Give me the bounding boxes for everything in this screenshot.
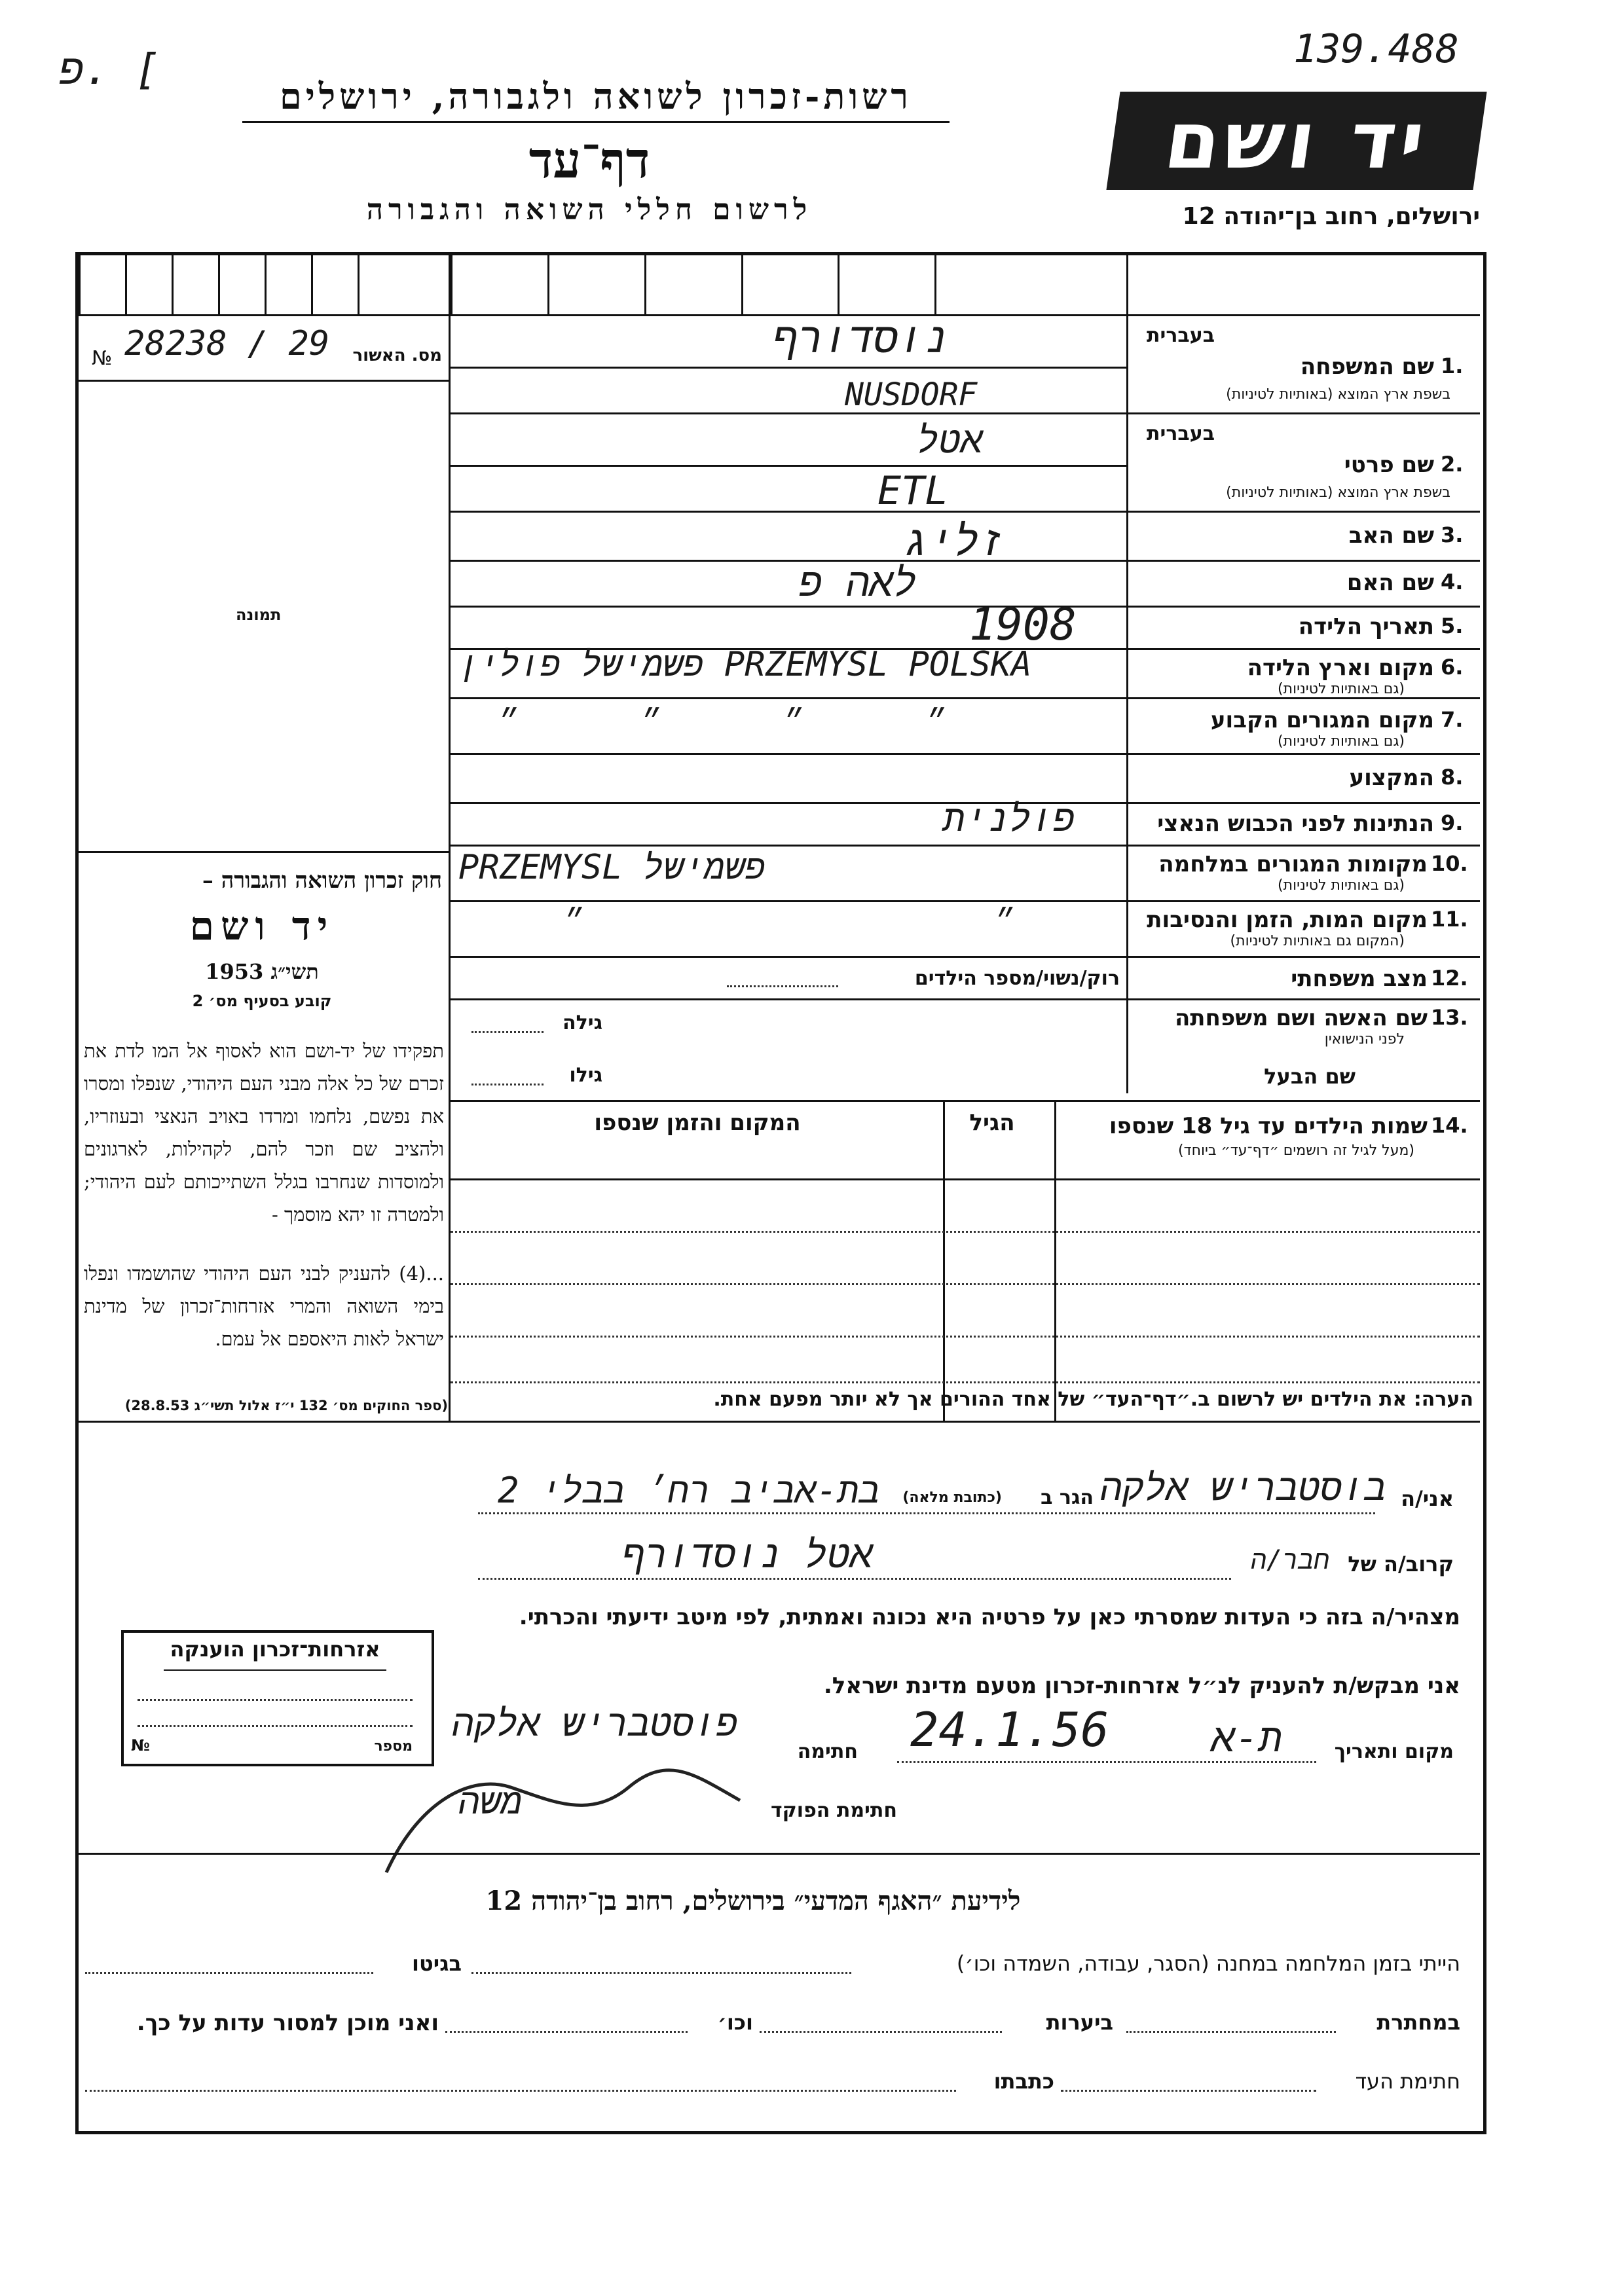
place-date-line — [897, 1761, 1316, 1763]
approval-prefix: № — [92, 347, 113, 370]
footer-testify-label: ואני מוכן למסור עדות על כך. — [136, 2010, 439, 2036]
address-line — [478, 1512, 1375, 1514]
footer-info-line: לידיעת ״האגף המדעי״ בירושלים, רחוב בן־יהודה 12 — [485, 1886, 1021, 1916]
relation-value[interactable]: חבר/ה — [1251, 1545, 1330, 1575]
law-title: חוק זכרון השואה והגבורה – — [202, 867, 442, 894]
husband-label: שם הבעל — [1264, 1064, 1356, 1089]
relative-label: קרוב/ה של — [1348, 1552, 1454, 1576]
row-line-7 — [451, 697, 1480, 699]
field-7-value[interactable]: ״ ״ ״ ״ — [498, 704, 944, 740]
law-clause: קובע בסעיף מס׳ 2 — [192, 992, 332, 1010]
declarant-address[interactable]: בת-אביב רח׳ בבלי 2 — [498, 1470, 880, 1511]
field-1-label: שם המשפחה — [1300, 354, 1434, 380]
footer-underground-line[interactable] — [1126, 2031, 1336, 2033]
row-line-14 — [451, 1100, 1480, 1102]
approval-grid — [79, 255, 449, 314]
field-2-number: 2. — [1441, 452, 1464, 477]
footer-underground-label: במחתרת — [1376, 2010, 1460, 2035]
field-11-label: מקום המות, הזמן והנסיבות — [1147, 907, 1428, 933]
husband-age-label: גילו — [569, 1064, 602, 1087]
field-5-value[interactable]: 1908 — [969, 599, 1077, 651]
footer-witness-signature-line[interactable] — [1061, 2090, 1316, 2092]
children-row-4[interactable] — [451, 1381, 1480, 1383]
authority-underline — [242, 121, 950, 123]
row-line-8 — [451, 753, 1480, 755]
field-10-sub: (גם באותיות לטיניות) — [1278, 877, 1405, 894]
footer-separator — [79, 1853, 1480, 1855]
footer-ghetto-label: בגיטו — [412, 1951, 462, 1976]
field-6-number: 6. — [1441, 655, 1464, 680]
field-2-label: שם פרטי — [1344, 452, 1434, 478]
field-6-label: מקום וארץ הלידה — [1247, 655, 1434, 681]
field-1-value-latin[interactable]: NUSDORF — [845, 376, 978, 413]
footer-witness-signature-label: חתימת העד — [1355, 2069, 1460, 2094]
field-3-label: שם האב — [1348, 522, 1434, 549]
field-9-label: הנתינות לפני הכבוש הנאצי — [1157, 811, 1434, 837]
authority-name: רשות-זכרון לשואה ולגבורה, ירושלים — [280, 75, 912, 117]
signature-value[interactable]: פוסטבריש אלקה — [452, 1702, 738, 1745]
children-row-3[interactable] — [451, 1336, 1480, 1338]
signature-label: חתימה — [797, 1740, 858, 1763]
request-text: אני מבקש/ת להעניק לנ״ל אזרחות-זכרון מטעם מדינת ישראל. — [823, 1673, 1460, 1699]
field-2-value-hebrew[interactable]: אטל — [917, 419, 983, 462]
left-column-divider — [449, 255, 451, 1421]
field-11-value[interactable]: ״ ״ — [563, 903, 1013, 940]
row-line-1 — [451, 314, 1480, 316]
field-6-value[interactable]: פשמישל פולין PRZEMYSL POLSKA — [458, 645, 1032, 684]
footer-address-line[interactable] — [85, 2090, 956, 2092]
field-7-label: מקום המגורים הקבוע — [1210, 707, 1434, 733]
field-9-number: 9. — [1441, 811, 1464, 835]
row-line-3 — [451, 511, 1480, 513]
footer-forests-label: ביערות — [1046, 2010, 1113, 2035]
field-8-number: 8. — [1441, 765, 1464, 790]
citizenship-title-underline — [164, 1669, 386, 1671]
relative-name[interactable]: אטל נוסדורף — [622, 1532, 873, 1576]
wife-age-label: גילה — [563, 1011, 602, 1034]
field-1-lang: בעברית — [1147, 324, 1215, 347]
field-10-number: 10. — [1431, 851, 1468, 876]
field-9-value[interactable]: פולנית — [943, 797, 1075, 840]
field-1-number: 1. — [1441, 354, 1464, 378]
archive-number: 139.488 — [1293, 26, 1459, 72]
children-col-age: הגיל — [969, 1110, 1015, 1136]
field-5-number: 5. — [1441, 613, 1464, 638]
handwritten-corner-mark: פ. [ — [59, 46, 160, 94]
footer-etc-line[interactable] — [445, 2031, 688, 2033]
law-text-clause-4: ...(4) להעניק לבני העם היהודי שהושמדו ונפלו בימי השואה והמרי אזרחות־זכרון של מדינת ישראל לאות היאספם אל עמם. — [84, 1262, 444, 1350]
approval-number: 28238 / 29 — [124, 324, 330, 363]
citizenship-line-1 — [138, 1699, 413, 1701]
field-14-number: 14. — [1431, 1113, 1468, 1138]
children-col-place: המקום והזמן שנספו — [594, 1110, 801, 1136]
citizenship-no-label: מספר — [374, 1738, 413, 1755]
footer-etc-label: וכו׳ — [717, 2010, 753, 2035]
field-4-number: 4. — [1441, 570, 1464, 594]
children-note: הערה: את הילדים יש לרשום ב.״דף־העד״ של אחד ההורים אך לא יותר מפעם אחת. — [713, 1388, 1473, 1411]
examiner-signature[interactable]: משה — [458, 1781, 523, 1822]
row-1-split — [451, 367, 1126, 369]
field-4-label: שם האם — [1346, 570, 1434, 596]
children-col-divider-2 — [943, 1100, 945, 1421]
row-line-12 — [451, 956, 1480, 958]
citizenship-line-2 — [138, 1725, 413, 1727]
header-address: ירושלים, רחוב בן־יהודה 12 — [1182, 203, 1480, 230]
field-7-number: 7. — [1441, 707, 1464, 732]
field-10-label: מקומות המגורים במלחמה — [1158, 851, 1428, 877]
approval-label: מס. האשור — [352, 346, 442, 365]
row-2-split — [451, 465, 1126, 467]
declaration-text: מצהיר/ה בזה כי העדות שמסרתי כאן על פרטיה היא נכונה ואמתית, לפי מיטב ידיעתי והכרתי. — [519, 1604, 1460, 1630]
field-12-number: 12. — [1431, 966, 1468, 991]
place-date-label: מקום ותאריך — [1334, 1740, 1454, 1763]
field-1-value-hebrew[interactable]: נוסדורף — [773, 314, 949, 363]
field-3-number: 3. — [1441, 522, 1464, 547]
footer-forests-line[interactable] — [760, 2031, 1002, 2033]
approval-row-bottom — [79, 380, 449, 382]
children-row-1[interactable] — [451, 1231, 1480, 1233]
field-13-number: 13. — [1431, 1005, 1468, 1030]
field-4-value[interactable]: לאה פ — [799, 560, 917, 606]
field-13-label: שם האשה ושם משפחתה — [1174, 1005, 1428, 1031]
law-reference: (ספר החוקים מס׳ 132 י״ז אלול תשי״ג 28.8.53) — [124, 1398, 448, 1413]
form-title: דף־עד — [528, 131, 650, 189]
children-col-divider-1 — [1054, 1100, 1056, 1421]
children-header-bottom — [451, 1178, 1480, 1180]
field-2-value-latin[interactable]: ETL — [877, 468, 949, 514]
field-13-sub: לפני הנישואין — [1324, 1031, 1405, 1048]
law-year: תשי״ג 1953 — [205, 959, 319, 984]
residing-label: הגר ב — [1041, 1486, 1094, 1509]
place-value[interactable]: ת-א — [1211, 1715, 1283, 1761]
row-line-10 — [451, 845, 1480, 847]
full-address-hint: (כתובת מלאה) — [902, 1489, 1002, 1506]
field-14-label: שמות הילדים עד גיל 18 שנספו — [1109, 1113, 1428, 1139]
declarant-name[interactable]: בוסטבריש אלקה — [1100, 1467, 1386, 1509]
field-5-label: תאריך הלידה — [1298, 613, 1434, 640]
top-right-cells — [451, 255, 1126, 314]
form-subtitle: לרשום חללי השואה והגבורה — [366, 193, 813, 227]
footer-ghetto-line[interactable] — [85, 1972, 373, 1974]
husband-age-line[interactable] — [471, 1084, 544, 1085]
row-line-13 — [451, 998, 1480, 1000]
field-7-sub: (גם באותיות לטיניות) — [1278, 733, 1405, 750]
grid-top — [79, 314, 449, 316]
field-12-label: מצב משפחתי — [1291, 966, 1428, 992]
law-text: תפקידו של יד-ושם הוא לאסוף אל המו לדת את זכרם של כל אלה מבני העם היהודי, שנפלו ומסרו את נפשם, נלחמו ומרדו באויב הנאצי ובעוזריו, ולהציב שם וזכר להם, לקהילות, לארגונים ולמוסדות שנחרבו בגלל השתייכותם לעם היהודי; ולמטרה זו יהא מוסמך - — [84, 1040, 444, 1226]
citizenship-no-prefix: № — [131, 1736, 150, 1755]
date-value[interactable]: 24.1.56 — [910, 1702, 1109, 1757]
field-10-value[interactable]: פשמישל PRZEMYSL — [458, 848, 766, 887]
field-3-value[interactable]: זליג — [904, 517, 1005, 566]
field-8-label: המקצוע — [1349, 765, 1434, 791]
field-11-sub: (המקום גם באותיות לטיניות) — [1230, 933, 1405, 949]
examiner-label: חתימת הפוקד — [771, 1799, 897, 1822]
field-6-sub: (גם באותיות לטיניות) — [1278, 681, 1405, 697]
photo-area-bottom — [79, 851, 449, 853]
citizenship-title: אזרחות־זכרון הוענקה — [170, 1637, 380, 1662]
footer-camp-line[interactable] — [471, 1972, 851, 1974]
field-11-number: 11. — [1431, 907, 1468, 932]
label-column-divider — [1126, 255, 1128, 1093]
declarant-label: אני/ה — [1401, 1486, 1454, 1511]
field-14-sub: (מעל לגיל זה רושמים ״דף־עד״ ביוחד) — [1178, 1142, 1414, 1159]
wife-age-line[interactable] — [471, 1031, 544, 1033]
relative-line — [478, 1578, 1231, 1580]
field-12-options[interactable]: רוק/נשוי/מספר הילדים — [914, 967, 1120, 990]
row-line-5 — [451, 606, 1480, 608]
children-row-2[interactable] — [451, 1283, 1480, 1285]
photo-label: תמונה — [236, 606, 282, 624]
examiner-signature-scribble — [380, 1761, 747, 1879]
field-2-lang: בעברית — [1147, 422, 1215, 445]
footer-address-label: כתבתו — [993, 2069, 1054, 2094]
yad-vashem-logo: יד ושם — [1106, 92, 1486, 190]
children-table-bottom — [79, 1421, 1480, 1423]
law-name: יד ושם — [189, 903, 335, 949]
field-1-sub: בשפת ארץ המוצא (באותיות לטיניות) — [1226, 386, 1450, 403]
footer-camp-label: הייתי בזמן המלחמה במחנה (הסגר, עבודה, השמדה וכו׳) — [956, 1951, 1460, 1976]
row-line-11 — [451, 900, 1480, 902]
field-2-sub: בשפת ארץ המוצא (באותיות לטיניות) — [1226, 484, 1450, 501]
children-count-line — [727, 985, 838, 987]
